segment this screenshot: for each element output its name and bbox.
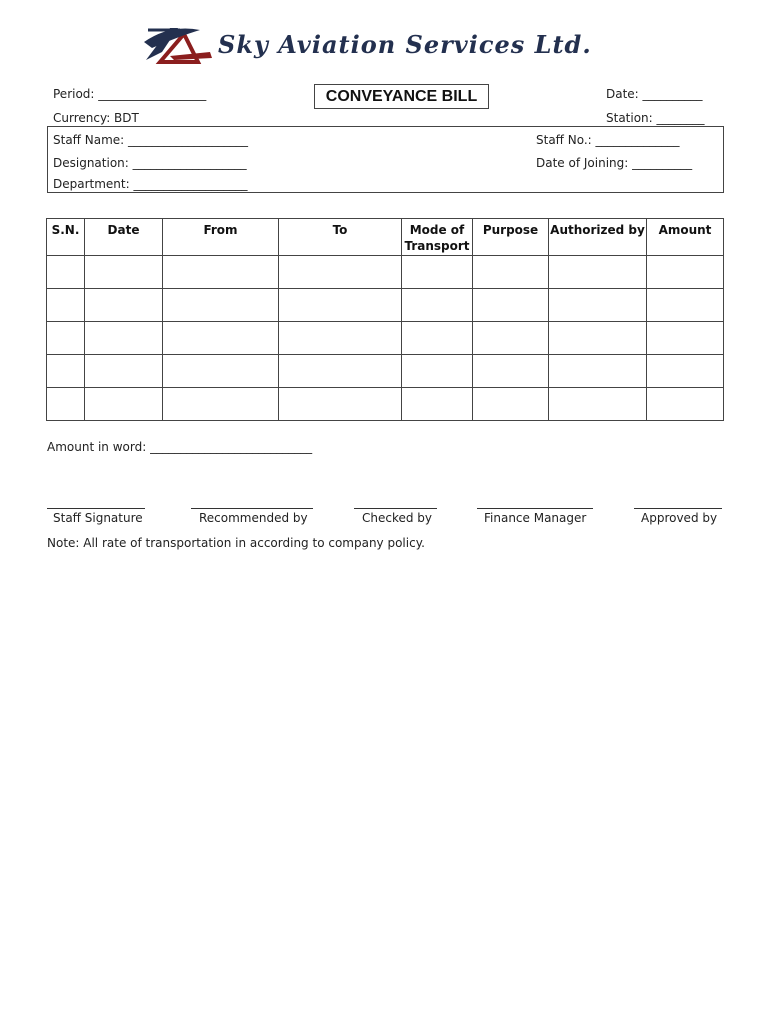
staff-signature-label: Staff Signature [53, 511, 143, 525]
table-cell[interactable] [279, 322, 402, 355]
table-cell[interactable] [402, 388, 473, 421]
table-cell[interactable] [47, 289, 85, 322]
conveyance-table [46, 218, 724, 421]
table-cell[interactable] [85, 256, 163, 289]
recommended-by-label: Recommended by [199, 511, 308, 525]
table-cell[interactable] [279, 355, 402, 388]
signature-line [191, 508, 313, 509]
department-field: Department: ___________________ [53, 177, 248, 191]
table-cell[interactable] [473, 355, 549, 388]
column-header: Amount [647, 219, 724, 256]
table-header-row [47, 219, 724, 256]
column-header: To [279, 219, 402, 256]
column-header: Purpose [473, 219, 549, 256]
table-cell[interactable] [549, 388, 647, 421]
table-cell[interactable] [647, 322, 724, 355]
finance-manager-label: Finance Manager [484, 511, 587, 525]
column-header: Mode of Transport [402, 219, 473, 256]
table-cell[interactable] [473, 289, 549, 322]
signature-line [634, 508, 722, 509]
table-cell[interactable] [473, 256, 549, 289]
table-cell[interactable] [549, 322, 647, 355]
table-cell[interactable] [279, 388, 402, 421]
policy-note: Note: All rate of transportation in according to company policy. [47, 536, 425, 550]
table-cell[interactable] [549, 256, 647, 289]
table-cell[interactable] [85, 289, 163, 322]
table-cell[interactable] [163, 289, 279, 322]
station-field: Station: ________ [606, 111, 705, 125]
table-cell[interactable] [47, 322, 85, 355]
table-cell[interactable] [402, 355, 473, 388]
staff-no-field: Staff No.: ______________ [536, 133, 680, 147]
table-cell[interactable] [163, 322, 279, 355]
staff-name-field: Staff Name: ____________________ [53, 133, 249, 147]
table-cell[interactable] [85, 388, 163, 421]
table-cell[interactable] [47, 388, 85, 421]
table-row [47, 355, 724, 388]
table-cell[interactable] [647, 355, 724, 388]
table-cell[interactable] [85, 322, 163, 355]
table-cell[interactable] [279, 256, 402, 289]
table-cell[interactable] [163, 355, 279, 388]
table-cell[interactable] [402, 289, 473, 322]
table-cell[interactable] [549, 289, 647, 322]
table-cell[interactable] [549, 355, 647, 388]
column-header: From [163, 219, 279, 256]
checked-by-label: Checked by [362, 511, 433, 525]
approved-by-label: Approved by [641, 511, 718, 525]
table-cell[interactable] [473, 322, 549, 355]
currency-field: Currency: BDT [53, 111, 139, 125]
table-row [47, 388, 724, 421]
table-row [47, 256, 724, 289]
date-of-joining-field: Date of Joining: __________ [536, 156, 693, 170]
column-header: Date [85, 219, 163, 256]
table-cell[interactable] [47, 256, 85, 289]
column-header: Authorized by [549, 219, 647, 256]
table-cell[interactable] [473, 388, 549, 421]
table-cell[interactable] [85, 355, 163, 388]
table-cell[interactable] [402, 256, 473, 289]
column-header: S.N. [47, 219, 85, 256]
table-cell[interactable] [163, 388, 279, 421]
table-cell[interactable] [279, 289, 402, 322]
signature-line [354, 508, 437, 509]
company-logo [140, 22, 218, 68]
table-cell[interactable] [402, 322, 473, 355]
signature-line [477, 508, 593, 509]
table-cell[interactable] [47, 355, 85, 388]
document-title: CONVEYANCE BILL [314, 84, 489, 109]
table-cell[interactable] [647, 388, 724, 421]
period-field: Period: __________________ [53, 87, 207, 101]
designation-field: Designation: ___________________ [53, 156, 247, 170]
signature-line [47, 508, 145, 509]
table-cell[interactable] [163, 256, 279, 289]
table-row [47, 322, 724, 355]
table-cell[interactable] [647, 256, 724, 289]
amount-in-word-field: Amount in word: ___________________________ [47, 440, 313, 454]
date-field: Date: __________ [606, 87, 703, 101]
table-row [47, 289, 724, 322]
company-name: Sky Aviation Services Ltd. [218, 30, 592, 59]
table-cell[interactable] [647, 289, 724, 322]
